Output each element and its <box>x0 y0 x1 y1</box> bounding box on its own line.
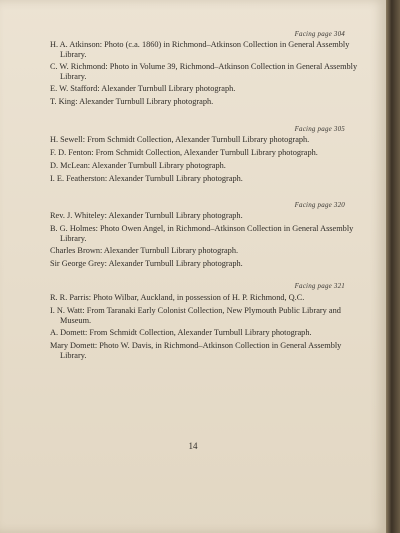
entry-atkinson: H. A. Atkinson: Photo (c.a. 1860) in Richmond–Atkinson Collection in General Assembly Library. <box>50 40 350 59</box>
entry-domett: A. Domett: From Schmidt Collection, Alexander Turnbull Library photograph. <box>50 328 312 337</box>
section-header: Facing page 304 <box>294 30 345 38</box>
page-number: 14 <box>188 441 198 451</box>
entry-mclean: D. McLean: Alexander Turnbull Library photograph. <box>50 161 226 170</box>
entry-featherston: I. E. Featherston: Alexander Turnbull Library photograph. <box>50 174 243 183</box>
entry-brown: Charles Brown: Alexander Turnbull Library photograph. <box>50 246 239 255</box>
entry-mary-domett: Mary Domett: Photo W. Davis, in Richmond–Atkinson Collection in General Assembly Library. <box>50 341 342 360</box>
entry-watt: I. N. Watt: From Taranaki Early Colonist Collection, New Plymouth Public Library and Museum. <box>50 306 341 325</box>
entry-stafford: E. W. Stafford: Alexander Turnbull Library photograph. <box>50 84 236 93</box>
entry-grey: Sir George Grey: Alexander Turnbull Library photograph. <box>50 259 243 268</box>
entry-sewell: H. Sewell: From Schmidt Collection, Alexander Turnbull Library photograph. <box>50 135 310 144</box>
entry-whiteley: Rev. J. Whiteley: Alexander Turnbull Library photograph. <box>50 211 243 220</box>
section-header: Facing page 305 <box>294 125 345 133</box>
entry-fenton: F. D. Fenton: From Schmidt Collection, Alexander Turnbull Library photograph. <box>50 148 318 157</box>
entry-king: T. King: Alexander Turnbull Library photograph. <box>50 97 214 106</box>
entry-holmes: B. G. Holmes: Photo Owen Angel, in Richmond–Atkinson Collection in General Assembly Library. <box>50 224 354 243</box>
section-header: Facing page 321 <box>294 282 345 290</box>
entry-richmond: C. W. Richmond: Photo in Volume 39, Richmond–Atkinson Collection in General Assembly Library. <box>50 62 358 81</box>
book-cover-edge <box>386 0 400 533</box>
section-header: Facing page 320 <box>294 201 345 209</box>
entry-parris: R. R. Parris: Photo Wilbar, Auckland, in possession of H. P. Richmond, Q.C. <box>50 293 305 302</box>
